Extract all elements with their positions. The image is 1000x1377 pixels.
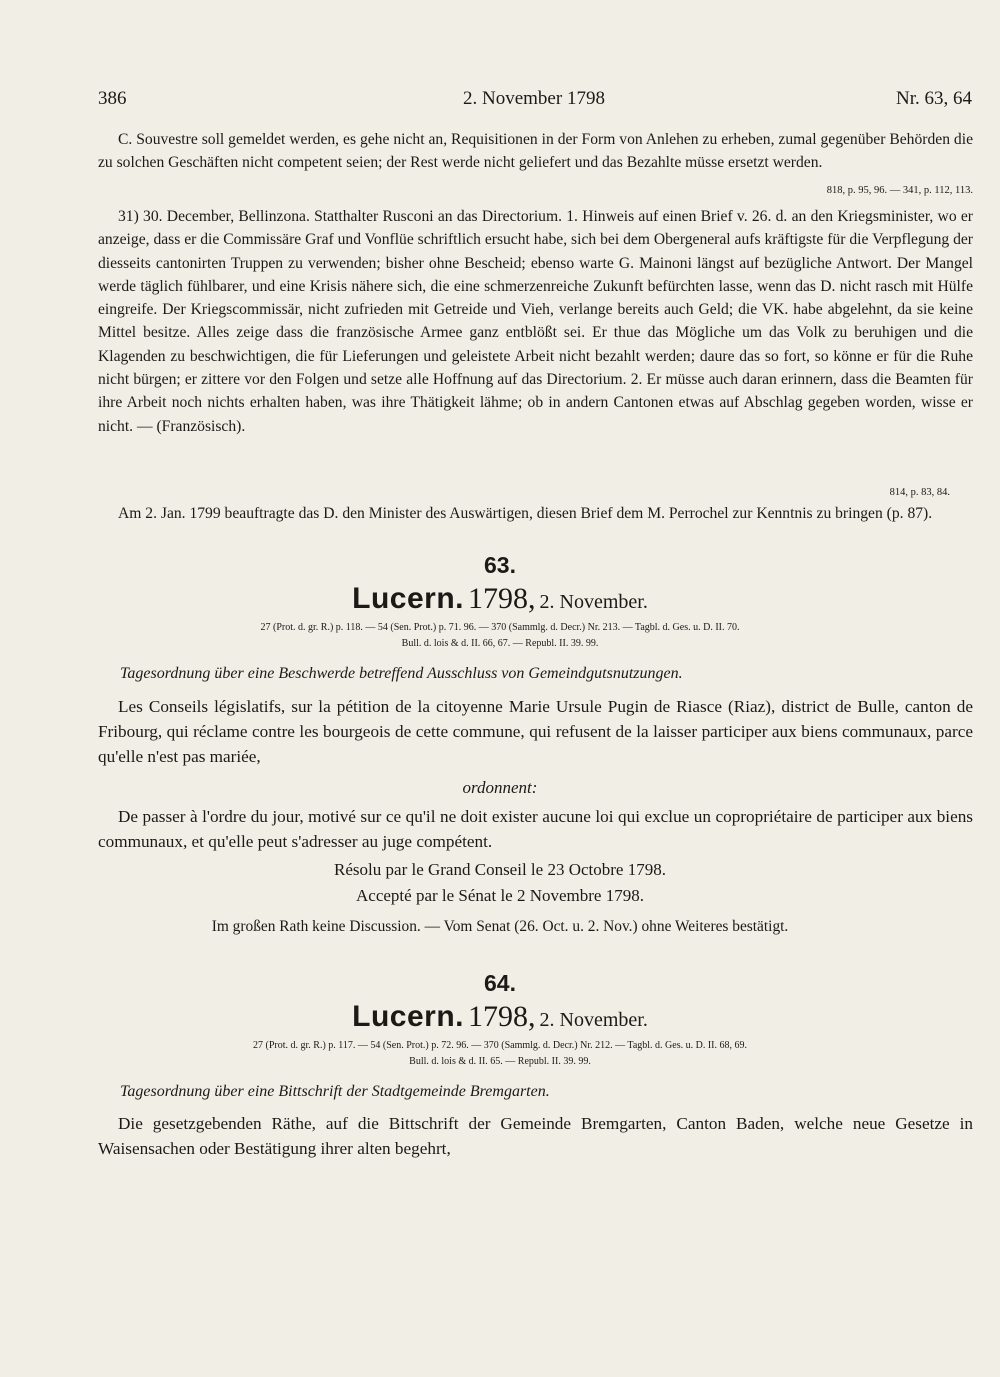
header-doc-numbers: Nr. 63, 64 xyxy=(896,88,972,109)
document-sources xyxy=(0,620,1000,652)
reference: 814, p. 83, 84. xyxy=(889,487,950,498)
document-city: Lucern. xyxy=(352,582,465,615)
document-year: 1798, xyxy=(468,582,536,615)
document-title xyxy=(0,582,1000,616)
paragraph-text: C. Souvestre soll gemeldet werden, es gehe nicht an, Requisitionen in der Form von Anlehen zu erheben, zumal gegenüber Behörden die zu solchen Geschäften nicht competent seien; der Rest werde nicht geliefert und das Bezahlte müsse ersetzt werden. xyxy=(98,131,973,172)
document-year: 1798, xyxy=(468,1000,536,1033)
ordonnent-label: ordonnent: xyxy=(462,778,538,797)
decree-preamble xyxy=(98,1112,973,1162)
acceptance-line: Accepté par le Sénat le 2 Novembre 1798. xyxy=(356,886,644,905)
paragraph-text: Die gesetzgebenden Räthe, auf die Bittschrift der Gemeinde Bremgarten, Canton Baden, welche neue Gesetze in Waisensachen oder Bestätigung ihrer alten begehrt, xyxy=(98,1114,973,1158)
document-city: Lucern. xyxy=(352,1000,465,1033)
discussion-note: Im großen Rath keine Discussion. — Vom Senat (26. Oct. u. 2. Nov.) ohne Weiteres bestätigt. xyxy=(211,918,789,935)
sources-line: 27 (Prot. d. gr. R.) p. 118. — 54 (Sen. Prot.) p. 71. 96. — 370 (Sammlg. d. Decr.) Nr. 213. — Tagbl. d. Ges. u. D. II. 70. xyxy=(260,622,740,633)
sources-line: Bull. d. lois & d. II. 66, 67. — Republ. II. 39. 99. xyxy=(401,638,599,649)
paragraph-perrochel xyxy=(98,502,973,525)
document-title xyxy=(0,1000,1000,1034)
page-number: 386 xyxy=(98,88,127,109)
paragraph-text: Les Conseils législatifs, sur la pétition de la citoyenne Marie Ursule Pugin de Riasce (Riaz), district de Bulle, canton de Fribourg, qui réclame contre les bourgeois de cette commune, qui refusent de la laisser participer aux biens communaux, parce qu'elle n'est pas mariée, xyxy=(98,697,973,766)
document-subject: Tagesordnung über eine Bittschrift der Stadtgemeinde Bremgarten. xyxy=(120,1083,550,1100)
paragraph-text: De passer à l'ordre du jour, motivé sur ce qu'il ne doit exister aucune loi qui exclue un copropriétaire de participer aux biens communaux, et qu'elle peut s'adresser au juge compétent. xyxy=(98,807,973,851)
document-date: 2. November. xyxy=(539,1009,648,1031)
sources-line: 27 (Prot. d. gr. R.) p. 117. — 54 (Sen. Prot.) p. 72. 96. — 370 (Sammlg. d. Decr.) Nr. 212. — Tagbl. d. Ges. u. D. II. 68, 69. xyxy=(253,1040,747,1051)
page-header xyxy=(98,88,972,114)
document-sources xyxy=(0,1038,1000,1070)
reference: 818, p. 95, 96. — 341, p. 112, 113. xyxy=(826,184,973,196)
header-date: 2. November 1798 xyxy=(463,88,605,109)
decree-preamble xyxy=(98,695,973,769)
document-number: 64. xyxy=(484,970,516,996)
sources-line: Bull. d. lois & d. II. 65. — Republ. II. 39. 99. xyxy=(409,1056,591,1067)
decree-decision xyxy=(98,805,973,855)
resolution-line: Résolu par le Grand Conseil le 23 Octobre 1798. xyxy=(334,860,666,879)
document-number: 63. xyxy=(484,552,516,578)
paragraph-souvestre xyxy=(98,128,973,202)
paragraph-text: 31) 30. December, Bellinzona. Statthalter Rusconi an das Directorium. 1. Hinweis auf einen Brief v. 26. d. an den Kriegsminister, wo er anzeige, dass er die Commissäre Graf und Vonflüe schriftlich ersucht habe, sich bei dem Obergeneral aufs kräftigste für die Verpflegung der diesseits cantonirten Truppen zu verwenden; bisher ohne Bescheid; ebenso warte G. Mainoni längst auf bezügliche Antwort. Der Mangel werde täglich fühlbarer, und eine Krisis nähere sich, die eine schmerzenreiche Zukunft befürchten lasse, wenn das D. nicht rasch mit Hülfe eingreife. Der Kriegscommissär, nicht zufrieden mit Getreide und Vieh, verlange bereits auch Geld; die VK. habe abgelehnt, da sie keine Mittel besitze. Alles zeige dass die französische Armee ganz entblößt sei. Er thue das Mögliche um das Volk zu beruhigen und die Klagenden zu beschwichtigen, die für Lieferungen und geleistete Arbeit nicht bezahlt werden; daure das so fort, so könne er für die Ruhe nicht bürgen; er zittere vor den Folgen und setze alle Hoffnung auf das Directorium. 2. Er müsse auch daran erinnern, dass die Beamten für ihre Arbeit noch nichts erhalten haben, was ihre Thätigkeit lähme; ob in andern Cantonen etwas auf Abschlag gegeben worden, wisse er nicht. — (Französisch). xyxy=(98,208,973,435)
document-date: 2. November. xyxy=(539,591,648,613)
document-subject: Tagesordnung über eine Beschwerde betreffend Ausschluss von Gemeindgutsnutzungen. xyxy=(120,665,683,682)
paragraph-text: Am 2. Jan. 1799 beauftragte das D. den Minister des Auswärtigen, diesen Brief dem M. Perrochel zur Kenntnis zu bringen (p. 87). xyxy=(118,505,933,522)
paragraph-rusconi xyxy=(98,205,973,438)
